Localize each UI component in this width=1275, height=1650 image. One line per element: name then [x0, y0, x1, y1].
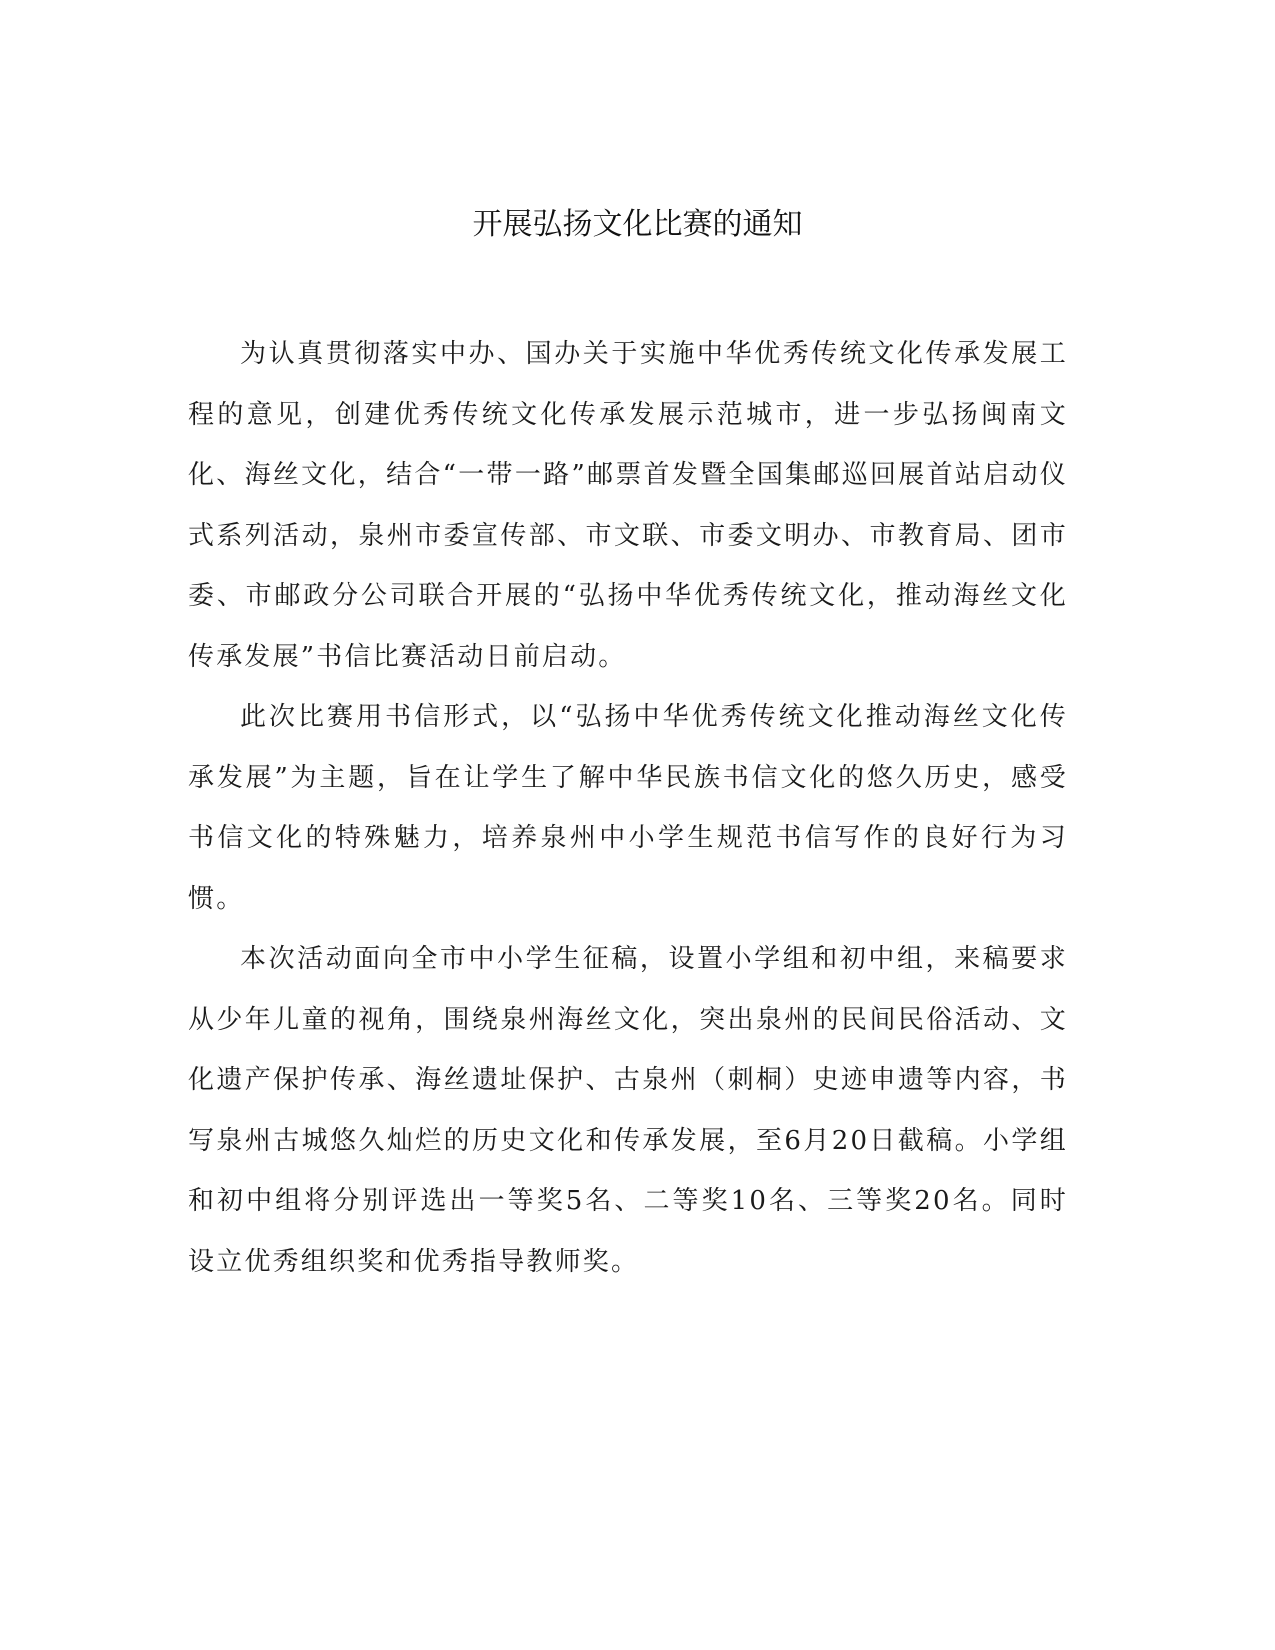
- document-body: [188, 324, 1068, 1292]
- document-title: 开展弘扬文化比赛的通知: [472, 207, 803, 242]
- paragraph-2: 此次比赛用书信形式，以“弘扬中华优秀传统文化推动海丝文化传承发展”为主题，旨在让学生了解中华民族书信文化的悠久历史，感受书信文化的特殊魅力，培养泉州中小学生规范书信写作的良好行为习惯。: [188, 702, 1068, 914]
- paragraph-3: 本次活动面向全市中小学生征稿，设置小学组和初中组，来稿要求从少年儿童的视角，围绕泉州海丝文化，突出泉州的民间民俗活动、文化遗产保护传承、海丝遗址保护、古泉州（刺桐）史迹申遗等内容，书写泉州古城悠久灿烂的历史文化和传承发展，至6月20日截稿。小学组和初中组将分别评选出一等奖5名、二等奖10名、三等奖20名。同时设立优秀组织奖和优秀指导教师奖。: [188, 944, 1068, 1277]
- paragraph-1: 为认真贯彻落实中办、国办关于实施中华优秀传统文化传承发展工程的意见，创建优秀传统文化传承发展示范城市，进一步弘扬闽南文化、海丝文化，结合“一带一路”邮票首发暨全国集邮巡回展首站启动仪式系列活动，泉州市委宣传部、市文联、市委文明办、市教育局、团市委、市邮政分公司联合开展的“弘扬中华优秀传统文化，推动海丝文化传承发展”书信比赛活动日前启动。: [188, 339, 1068, 672]
